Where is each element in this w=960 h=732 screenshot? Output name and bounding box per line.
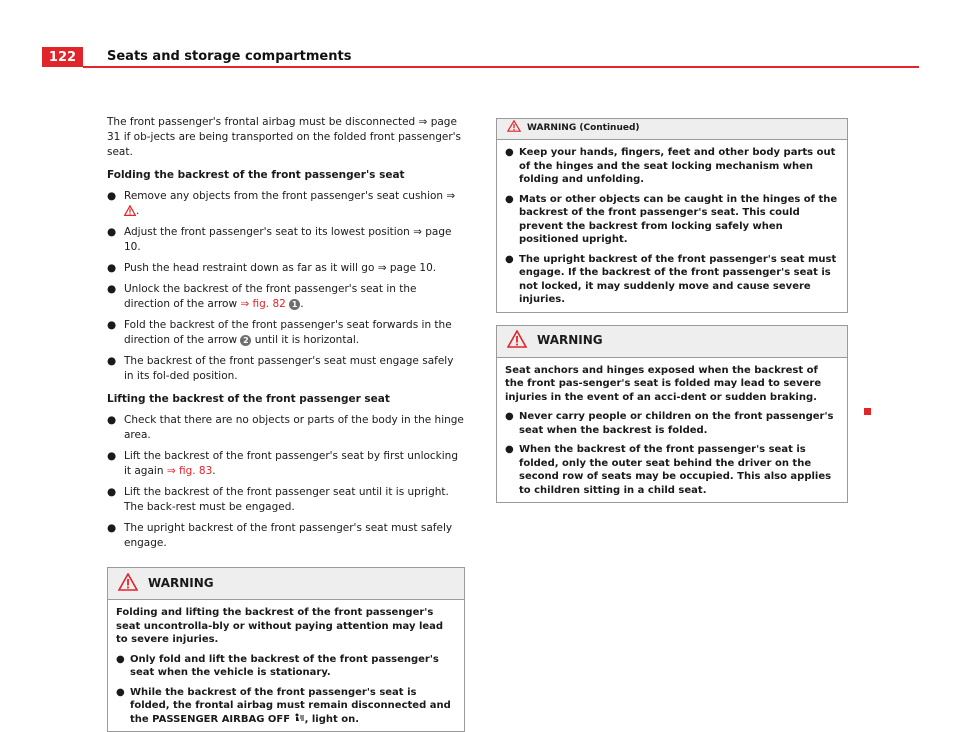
figure-link[interactable]: ⇒ fig. 82: [240, 298, 286, 310]
list-item-text: Keep your hands, fingers, feet and other body parts out of the hinges and the seat locking mechanism when folding and unfolding.: [519, 147, 836, 185]
bullet-icon: ●: [107, 319, 117, 331]
list-item-text: The upright backrest of the front passenger's seat must safely engage.: [124, 522, 453, 549]
bullet-icon: ●: [505, 253, 514, 265]
list-item-text: Lift the backrest of the front passenger's seat by first unlocking it again: [124, 450, 458, 477]
list-item: ● Remove any objects from the front passenger's seat cushion ⇒ .: [107, 190, 456, 217]
list-item-text: When the backrest of the front passenger's seat is folded, only the outer seat behind the driver on the second row of seats may be occupied. This also applies to children sitting in a child seat.: [519, 444, 832, 496]
bullet-icon: ●: [505, 444, 514, 455]
lifting-heading: Lifting the backrest of the front passenger seat: [107, 393, 390, 405]
list-item: [107, 354, 465, 384]
warning-box: [107, 567, 465, 732]
list-item: [107, 225, 465, 255]
warning-ref-icon[interactable]: [124, 205, 136, 217]
warning-box: [496, 325, 848, 504]
airbag-off-icon: [294, 714, 305, 725]
list-item: ● Lift the backrest of the front passenger's seat by first unlocking it again ⇒ fig. 83.: [107, 450, 458, 477]
bullet-icon: ●: [107, 486, 117, 498]
bullet-icon: ●: [107, 522, 117, 534]
warning-body: [108, 600, 464, 731]
list-item: [116, 653, 457, 680]
list-item-text: Never carry people or children on the front passenger's seat when the backrest is folded.: [519, 411, 834, 436]
list-item: [505, 253, 840, 307]
warning-body: [497, 358, 847, 503]
list-item-text: Fold the backrest of the front passenger's seat forwards in the direction of the arrow: [124, 319, 452, 346]
header-divider: [83, 66, 919, 68]
list-item-text: The backrest of the front passenger's seat must engage safely in its fol-ded position.: [124, 355, 454, 382]
bullet-icon: ●: [505, 411, 514, 422]
left-column: [107, 115, 465, 732]
warning-continued-header: [497, 119, 847, 140]
list-item-text: Unlock the backrest of the front passenger's seat in the direction of the arrow: [124, 283, 417, 310]
list-item-text: Mats or other objects can be caught in the hinges of the backrest of the front passenger's seat. This could prevent the backrest from locking safely when positioned upright.: [519, 193, 838, 245]
list-item: [505, 193, 840, 247]
warning-icon: [507, 120, 521, 138]
list-item-text: Remove any objects from the front passenger's seat cushion ⇒: [124, 190, 456, 202]
bullet-icon: ●: [116, 686, 125, 698]
list-item: ● Unlock the backrest of the front passenger's seat in the direction of the arrow ⇒ fig. 82 1 .: [107, 283, 417, 310]
list-item-text: Push the head restraint down as far as it will go ⇒ page 10.: [124, 262, 437, 274]
bullet-icon: ●: [505, 147, 514, 158]
warning-continued-title: WARNING (Continued): [527, 123, 640, 134]
list-item-text: light on.: [311, 713, 360, 725]
bullet-icon: ●: [107, 262, 117, 274]
bullet-icon: ●: [107, 450, 117, 462]
warning-icon: [507, 330, 527, 352]
list-item-text: The upright backrest of the front passenger's seat must engage. If the backrest of the front passenger's seat is not locked, it may suddenly move and cause severe injuries.: [519, 253, 837, 305]
bullet-icon: ●: [107, 414, 117, 426]
bullet-icon: ●: [107, 355, 117, 367]
right-column: [496, 118, 848, 503]
list-item: [107, 485, 465, 515]
bullet-icon: ●: [107, 283, 117, 295]
warning-title: WARNING: [148, 575, 214, 590]
list-item: [107, 261, 465, 276]
list-item-text: Adjust the front passenger's seat to its lowest position ⇒ page 10.: [124, 226, 452, 253]
list-item: [505, 443, 840, 497]
list-item-text: Check that there are no objects or parts of the body in the hinge area.: [124, 414, 464, 441]
list-item: ● While the backrest of the front passenger's seat is folded, the frontal airbag must remain disconnected and the PASSENGER AIRBAG OFF , light on.: [116, 686, 451, 725]
warning-header: [108, 568, 464, 600]
warning-continued-body: [497, 140, 847, 312]
section-end-marker: [864, 408, 871, 415]
callout-marker: 2: [240, 335, 251, 346]
list-item: [505, 410, 840, 437]
list-item: [505, 146, 840, 187]
list-item: [107, 318, 465, 348]
figure-link[interactable]: ⇒ fig. 83: [166, 465, 213, 477]
warning-intro: Folding and lifting the backrest of the front passenger's seat uncontrolla-bly or without paying attention may lead to severe injuries.: [116, 607, 444, 645]
callout-marker: 1: [289, 299, 300, 310]
section-title: Seats and storage compartments: [107, 49, 352, 64]
page-number: 122: [42, 47, 83, 67]
list-item-text: Lift the backrest of the front passenger seat until it is upright. The back-rest must be engaged.: [124, 486, 449, 513]
warning-header: [497, 326, 847, 358]
warning-continued-box: [496, 118, 848, 313]
bullet-icon: ●: [116, 653, 125, 665]
folding-heading: Folding the backrest of the front passenger's seat: [107, 169, 405, 181]
bullet-icon: ●: [107, 190, 117, 202]
list-item: [107, 521, 465, 551]
warning-icon: [118, 573, 138, 595]
bullet-icon: ●: [107, 226, 117, 238]
list-item-text: until it is horizontal.: [254, 334, 360, 346]
warning-intro: Seat anchors and hinges exposed when the backrest of the front pas-senger's seat is folded may lead to severe injuries in the event of an acci-dent or sudden braking.: [505, 364, 822, 403]
bullet-icon: ●: [505, 193, 514, 205]
list-item-text: While the backrest of the front passenger's seat is folded, the frontal airbag must remain disconnected and the PASSENGER AIRBAG OFF: [130, 686, 451, 725]
list-item: [107, 413, 465, 443]
intro-paragraph: The front passenger's frontal airbag must be disconnected ⇒ page 31 if ob-jects are being transported on the folded front passenger's seat.: [107, 116, 462, 158]
warning-title: WARNING: [537, 333, 603, 348]
list-item-text: Only fold and lift the backrest of the front passenger's seat when the vehicle is stationary.: [130, 653, 439, 678]
